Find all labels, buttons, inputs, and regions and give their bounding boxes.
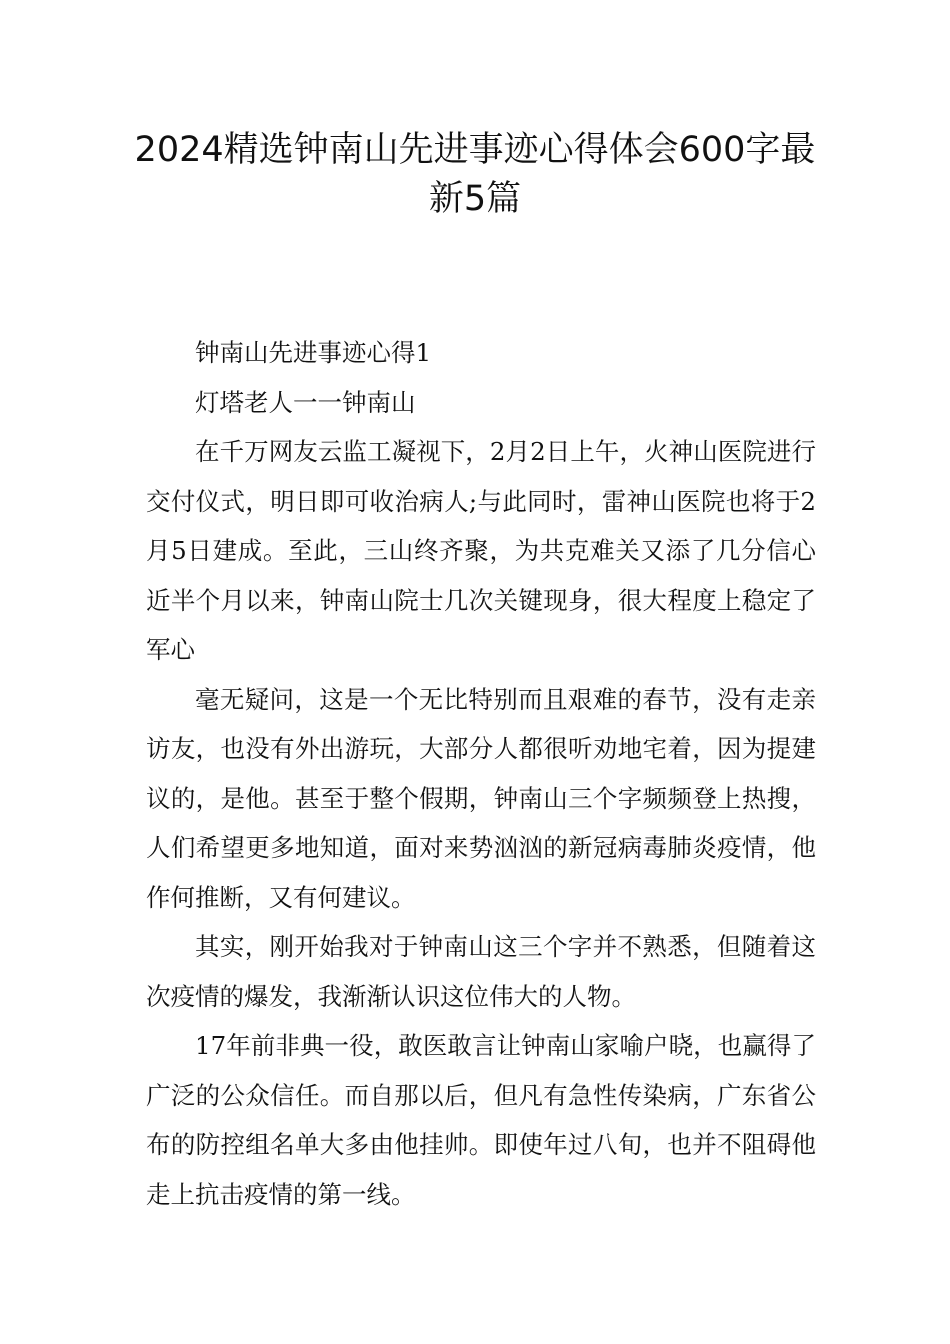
section-heading: 钟南山先进事迹心得1 (195, 338, 432, 367)
document-body (146, 328, 816, 1219)
paragraph: 其实，刚开始我对于钟南山这三个字并不熟悉，但随着这次疫情的爆发，我渐渐认识这位伟大的人物。 (146, 932, 816, 1011)
paragraph: 毫无疑问，这是一个无比特别而且艰难的春节，没有走亲访友，也没有外出游玩，大部分人都很听劝地宅着，因为提建议的，是他。甚至于整个假期，钟南山三个字频频登上热搜，人们希望更多地知道，面对来势汹汹的新冠病毒肺炎疫情，他作何推断，又有何建议。 (146, 684, 816, 912)
document-title: 2024精选钟南山先进事迹心得体会600字最新5篇 (134, 130, 816, 219)
subtitle: 灯塔老人一一钟南山 (195, 387, 416, 417)
paragraph: 17年前非典一役，敢医敢言让钟南山家喻户晓，也赢得了广泛的公众信任。而自那以后，但凡有急性传染病，广东省公布的防控组名单大多由他挂帅。即使年过八旬，也并不阻碍他走上抗击疫情的第一线。 (146, 1031, 816, 1209)
paragraph: 在千万网友云监工凝视下，2月2日上午，火神山医院进行交付仪式，明日即可收治病人;与此同时，雷神山医院也将于2月5日建成。至此，三山终齐聚，为共克难关又添了几分信心近半个月以来，钟南山院士几次关键现身，很大程度上稳定了军心 (146, 437, 816, 664)
